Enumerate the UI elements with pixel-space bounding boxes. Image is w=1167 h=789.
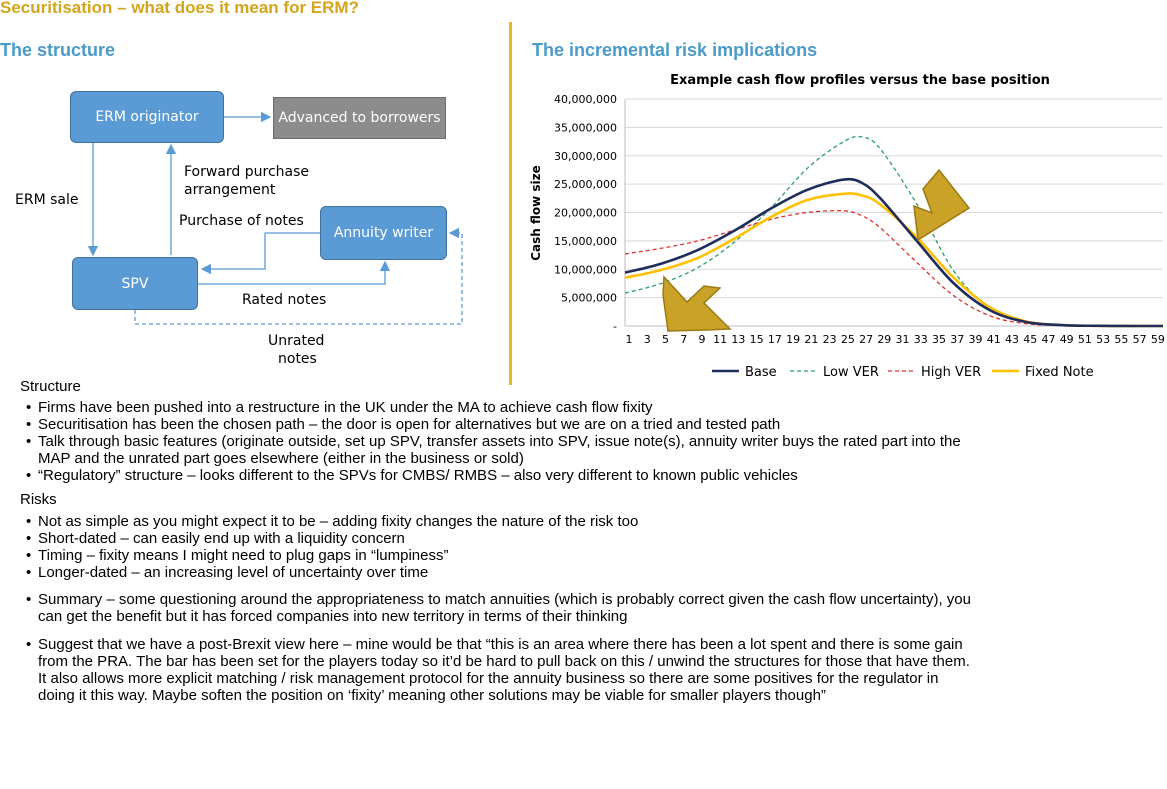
cash-flow-chart	[0, 0, 1167, 390]
structure-heading: Structure	[20, 378, 81, 395]
right-heading: The incremental risk implications	[532, 40, 818, 60]
slide-title: Securitisation – what does it mean for ERM?	[0, 0, 359, 17]
unrated-notes-label-1: Unrated	[268, 333, 325, 349]
rated-notes-label: Rated notes	[242, 292, 327, 308]
x-tick-label: 13	[731, 333, 746, 346]
erm-originator-box: ERM originator	[70, 91, 224, 143]
x-tick-label: 3	[643, 333, 651, 346]
x-tick-label: 15	[749, 333, 764, 346]
x-tick-label: 23	[822, 333, 837, 346]
y-tick-label: 25,000,000	[554, 178, 617, 192]
x-tick-label: 53	[1096, 333, 1111, 346]
x-tick-label: 31	[895, 333, 910, 346]
risk-bullet: • Not as simple as you might expect it to be – adding fixity changes the nature of the risk too	[22, 513, 980, 530]
x-tick-label: 19	[786, 333, 801, 346]
x-tick-label: 37	[950, 333, 965, 346]
x-tick-label: 27	[859, 333, 874, 346]
legend-label: Fixed Note	[1025, 365, 1094, 380]
structure-bullet: • “Regulatory” structure – looks different to the SPVs for CMBS/ RMBS – also very different to known public vehicles	[22, 467, 980, 484]
x-tick-label: 33	[913, 333, 928, 346]
x-tick-label: 25	[840, 333, 855, 346]
risks-heading: Risks	[20, 491, 57, 508]
x-tick-label: 41	[986, 333, 1001, 346]
structure-bullet: • Securitisation has been the chosen path – the door is open for alternatives but we are on a tried and tested path	[22, 416, 980, 433]
y-tick-label: 35,000,000	[554, 121, 617, 135]
x-tick-label: 45	[1023, 333, 1038, 346]
summary-bullet: • Summary – some questioning around the appropriateness to match annuities (which is probably correct given the cash flow uncertainty), you can get the benefit but it has forced companies into new territory in terms of their thinking	[22, 591, 973, 625]
y-tick-label: 5,000,000	[561, 291, 617, 305]
left-heading: The structure	[0, 40, 116, 60]
y-tick-label: 15,000,000	[554, 234, 617, 248]
x-tick-label: 11	[713, 333, 728, 346]
x-tick-label: 59	[1150, 333, 1165, 346]
x-tick-label: 29	[877, 333, 892, 346]
structure-bullet: • Firms have been pushed into a restructure in the UK under the MA to achieve cash flow fixity	[22, 399, 980, 416]
callout-arrow-icon	[663, 277, 730, 331]
y-tick-label: 40,000,000	[554, 93, 617, 106]
y-tick-label: -	[613, 320, 617, 333]
erm-sale-label: ERM sale	[15, 192, 79, 208]
x-tick-label: 9	[698, 333, 706, 346]
y-tick-label: 30,000,000	[554, 149, 617, 163]
x-tick-label: 35	[932, 333, 947, 346]
x-tick-label: 43	[1004, 333, 1019, 346]
forward-purchase-label-1: Forward purchase	[184, 164, 310, 180]
unrated-notes-label-2: notes	[278, 351, 317, 367]
forward-purchase-label-2: arrangement	[184, 182, 276, 198]
x-tick-label: 5	[661, 333, 669, 346]
x-tick-label: 47	[1041, 333, 1056, 346]
y-tick-label: 10,000,000	[554, 263, 617, 277]
suggest-bullet: • Suggest that we have a post-Brexit view here – mine would be that “this is an area where there has been a lot spent and there is some gain from the PRA. The bar has been set for the players today so it’d be hard to pull back on this / unwind the structures for those that have them. It also allows more explicit matching / risk management protocol for the annuity business so there are some positives for the regulator in doing it this way. Maybe soften the position on ‘fixity’ meaning other solutions may be viable for smaller players though”	[22, 636, 973, 704]
notes-body	[20, 378, 1160, 704]
risk-bullet: • Short-dated – can easily end up with a liquidity concern	[22, 530, 980, 547]
advanced-to-borrowers-box: Advanced to borrowers	[273, 97, 446, 139]
x-tick-label: 7	[680, 333, 688, 346]
legend-label: High VER	[921, 365, 982, 380]
x-tick-label: 57	[1132, 333, 1147, 346]
x-tick-label: 51	[1077, 333, 1092, 346]
x-tick-label: 21	[804, 333, 819, 346]
legend-label: Base	[745, 365, 777, 380]
spv-box: SPV	[72, 257, 198, 310]
structure-bullet: • Talk through basic features (originate outside, set up SPV, transfer assets into SPV, issue note(s), annuity writer buys the rated part into the MAP and the unrated part goes elsewhere (either in the business or sold)	[22, 433, 980, 467]
x-tick-label: 39	[968, 333, 983, 346]
callout-arrow-icon	[914, 170, 969, 240]
y-tick-label: 20,000,000	[554, 206, 617, 220]
x-tick-label: 49	[1059, 333, 1074, 346]
purchase-of-notes-label: Purchase of notes	[179, 213, 304, 229]
x-tick-label: 55	[1114, 333, 1129, 346]
risk-bullet: • Longer-dated – an increasing level of uncertainty over time	[22, 564, 980, 581]
x-tick-label: 17	[767, 333, 782, 346]
annuity-writer-box: Annuity writer	[320, 206, 447, 260]
chart-title: Example cash flow profiles versus the base position	[670, 73, 1050, 88]
risk-bullet: • Timing – fixity means I might need to plug gaps in “lumpiness”	[22, 547, 980, 564]
y-axis-label: Cash flow size	[529, 165, 543, 261]
legend-label: Low VER	[823, 365, 879, 380]
x-tick-label: 1	[625, 333, 633, 346]
